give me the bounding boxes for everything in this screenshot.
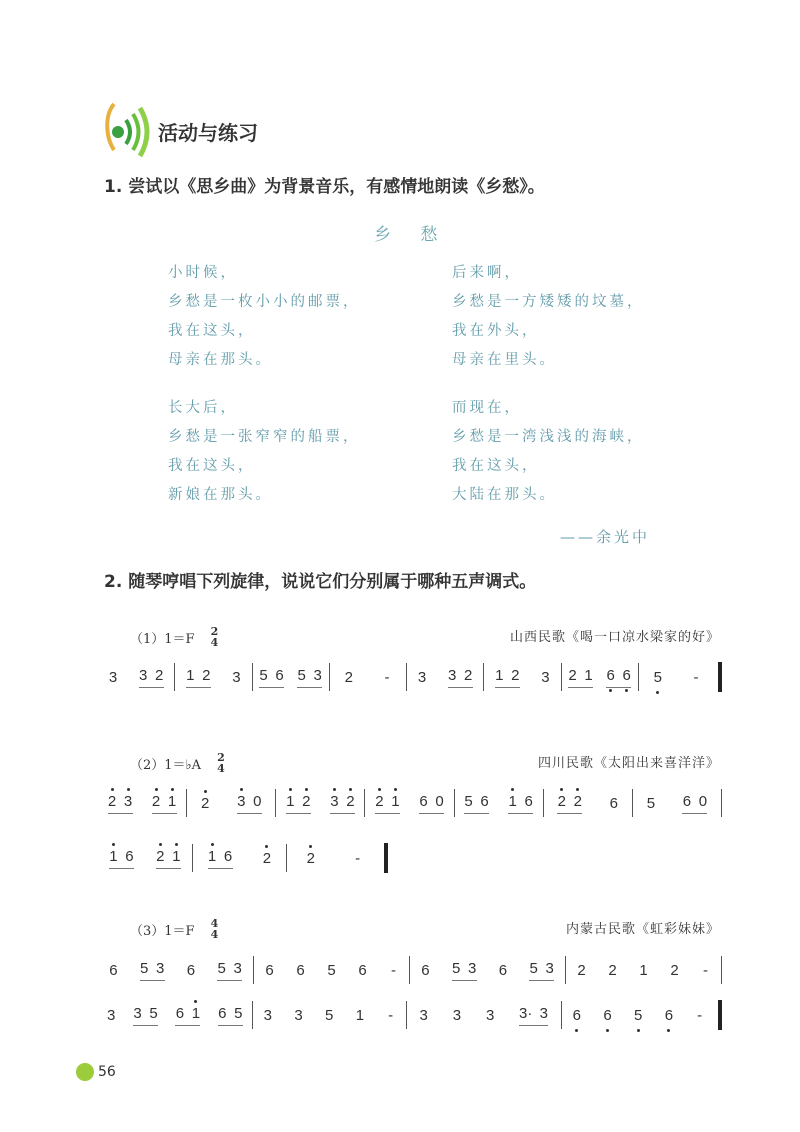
notation-line [98, 657, 722, 697]
note: 5 [634, 1006, 643, 1024]
note: 1 [191, 1004, 201, 1022]
notation-line [98, 950, 722, 990]
note: 3 [233, 959, 242, 977]
note: 1 [172, 847, 181, 865]
measure [98, 838, 192, 878]
note: 2 [557, 792, 566, 810]
measure [253, 995, 407, 1035]
poem-line: 我在这头， [168, 323, 256, 339]
beam-group [156, 848, 181, 869]
note: 3 [541, 668, 550, 686]
dash: - [384, 668, 390, 686]
measure [187, 783, 275, 823]
measure [330, 657, 406, 697]
barline [721, 956, 722, 984]
note: 1 [584, 666, 593, 684]
beam-group [529, 960, 554, 981]
note: 3 [448, 666, 457, 684]
key-signature: （1）1＝F [130, 631, 195, 647]
measure [175, 657, 251, 697]
note: 5 [139, 959, 149, 977]
beam-group [495, 667, 520, 688]
note: 2 [302, 792, 311, 810]
poem-title: 乡 愁 [374, 225, 450, 245]
note: 3 [123, 792, 133, 810]
note: 5 [217, 959, 226, 977]
measure [98, 783, 186, 823]
time-signature [211, 918, 219, 940]
note: 6 [421, 961, 430, 979]
time-bottom: 4 [217, 762, 225, 775]
note: 3 [419, 1006, 428, 1024]
note: 2 [346, 792, 355, 810]
poem-line: 后来啊， [452, 265, 522, 281]
note: 1 [207, 847, 217, 865]
poem-line: 母亲在那头。 [168, 352, 273, 368]
note: 6 [296, 961, 305, 979]
note: 6 [125, 847, 134, 865]
note: 2 [670, 961, 679, 979]
note: 2 [262, 849, 272, 867]
beam-group [682, 793, 707, 814]
measure [562, 995, 716, 1035]
note: 5 [646, 794, 656, 812]
note: 6 [265, 961, 274, 979]
note: 3 [545, 959, 554, 977]
beam-group [448, 667, 473, 688]
question-2: 2. 随琴哼唱下列旋律，说说它们分别属于哪种五声调式。 [104, 572, 537, 592]
beam-group [375, 793, 400, 814]
note: 3 [313, 666, 322, 684]
note: 6 [186, 961, 196, 979]
beam-group [140, 960, 165, 981]
beam-group [175, 1005, 200, 1026]
note: 3 [294, 1006, 303, 1024]
note: 3 [417, 668, 427, 686]
note: 2 [155, 666, 164, 684]
final-barline [384, 843, 388, 873]
beam-group [208, 848, 233, 869]
beam-group [286, 793, 311, 814]
time-top: 4 [210, 917, 219, 930]
time-signature [211, 626, 219, 648]
note: 3· [518, 1004, 533, 1022]
note: 0 [698, 792, 708, 810]
beam-group [452, 960, 477, 981]
note: 0 [435, 792, 444, 810]
note: 6 [109, 961, 118, 979]
measure [407, 657, 483, 697]
key-signature: （2）1＝♭A [130, 757, 202, 773]
measure [566, 950, 721, 990]
final-barline [718, 662, 722, 692]
dash: - [355, 849, 361, 867]
note: 2 [568, 666, 577, 684]
note: 5 [529, 959, 538, 977]
beam-group [606, 667, 631, 688]
beam-group [218, 1005, 243, 1026]
poem-stanza [452, 259, 645, 375]
beam-group [568, 667, 593, 688]
song-source: 四川民歌《太阳出来喜洋洋》 [537, 756, 720, 771]
beam-group [464, 793, 489, 814]
question-1: 1. 尝试以《思乡曲》为背景音乐，有感情地朗读《乡愁》。 [104, 177, 545, 197]
note: 6 [622, 666, 631, 684]
measure [407, 995, 561, 1035]
poem-stanza [452, 394, 645, 510]
time-signature [217, 752, 225, 774]
note: 6 [358, 961, 367, 979]
measure [98, 995, 252, 1035]
note: 3 [486, 1006, 495, 1024]
note: 6 [275, 666, 284, 684]
measure [639, 657, 715, 697]
measure [193, 838, 287, 878]
note: 6 [572, 1006, 582, 1024]
note: 1 [508, 792, 517, 810]
measure [562, 657, 638, 697]
note: 2 [151, 792, 161, 810]
note: 1 [391, 792, 400, 810]
song-header [130, 752, 225, 774]
note: 2 [306, 849, 315, 867]
note: 5 [259, 666, 268, 684]
poem-line: 乡愁是一张窄窄的船票， [168, 429, 361, 445]
note: 2 [511, 666, 520, 684]
note: 6 [419, 792, 428, 810]
note: 6 [218, 1004, 227, 1022]
poem-stanza [168, 394, 361, 510]
measure [98, 950, 253, 990]
measure [365, 783, 453, 823]
song-source: 内蒙古民歌《虹彩妹妹》 [565, 922, 720, 937]
note: 3 [452, 1006, 462, 1024]
note: 5 [234, 1004, 243, 1022]
measure [253, 657, 329, 697]
key-signature: （3）1＝F [130, 923, 195, 939]
note: 6 [603, 1006, 612, 1024]
note: 2 [573, 792, 582, 810]
note: 1 [286, 792, 295, 810]
note: 1 [109, 847, 118, 865]
poem-line: 长大后， [168, 400, 238, 416]
beam-group [519, 1005, 548, 1026]
poem-line: 母亲在里头。 [452, 352, 557, 368]
measure [254, 950, 409, 990]
note: 3 [330, 792, 339, 810]
note: 5 [464, 792, 473, 810]
note: 0 [253, 792, 262, 810]
beam-group [237, 793, 262, 814]
barline [721, 789, 722, 817]
song-source: 山西民歌《喝一口凉水梁家的好》 [509, 630, 720, 645]
note: 5 [149, 1004, 158, 1022]
note: 2 [577, 961, 586, 979]
note: 3 [232, 668, 241, 686]
time-bottom: 4 [210, 928, 219, 941]
note: 2 [375, 792, 384, 810]
song-header [130, 626, 218, 648]
note: 5 [327, 961, 336, 979]
poem-line: 我在这头， [452, 458, 540, 474]
beam-group [108, 793, 133, 814]
measure [276, 783, 364, 823]
poem-line: 乡愁是一湾浅浅的海峡， [452, 429, 645, 445]
beam-group [109, 848, 134, 869]
time-top: 2 [217, 751, 225, 764]
measure [484, 657, 560, 697]
beam-group [152, 793, 177, 814]
note: 1 [355, 1006, 365, 1024]
section-title: 活动与练习 [158, 121, 258, 145]
page-number [76, 1063, 116, 1081]
note: 6 [223, 847, 233, 865]
dash: - [697, 1006, 703, 1024]
music-note-logo-icon [100, 98, 156, 158]
measure [633, 783, 721, 823]
dash: - [391, 961, 396, 979]
measure [410, 950, 565, 990]
note: 1 [495, 666, 504, 684]
note: 2 [201, 794, 210, 812]
final-barline [718, 1000, 722, 1030]
note: 3 [108, 668, 118, 686]
measure [287, 838, 381, 878]
note: 2 [202, 666, 211, 684]
poem-stanza [168, 259, 361, 375]
note: 3 [539, 1004, 548, 1022]
beam-group [297, 667, 322, 688]
poem-line: 新娘在那头。 [168, 487, 273, 503]
dash: - [693, 668, 699, 686]
note: 6 [664, 1006, 674, 1024]
note: 2 [608, 961, 617, 979]
note: 6 [498, 961, 508, 979]
poem-line: 乡愁是一枚小小的邮票， [168, 294, 361, 310]
note: 3 [237, 792, 246, 810]
note: 6 [682, 792, 692, 810]
beam-group [133, 1005, 158, 1026]
poem-line: 小时候， [168, 265, 238, 281]
poem-author: ——余光中 [560, 528, 651, 546]
note: 6 [609, 794, 618, 812]
note: 5 [451, 959, 461, 977]
note: 1 [639, 961, 648, 979]
beam-group [557, 793, 582, 814]
beam-group [139, 667, 164, 688]
note: 3 [133, 1004, 142, 1022]
note: 5 [297, 666, 306, 684]
beam-group [186, 667, 211, 688]
dash: - [703, 961, 708, 979]
note: 1 [167, 792, 177, 810]
note: 1 [186, 666, 195, 684]
note: 3 [263, 1006, 273, 1024]
notation-line [98, 838, 388, 878]
notation-line [98, 783, 722, 823]
poem-line: 大陆在那头。 [452, 487, 557, 503]
poem-line: 我在外头， [452, 323, 540, 339]
beam-group [508, 793, 533, 814]
poem-line: 乡愁是一方矮矮的坟墓， [452, 294, 645, 310]
note: 2 [107, 792, 117, 810]
dash: - [388, 1006, 394, 1024]
note: 6 [480, 792, 489, 810]
note: 6 [606, 666, 615, 684]
note: 2 [156, 847, 165, 865]
page-number-text: 56 [98, 1064, 116, 1080]
time-top: 2 [210, 625, 219, 638]
song-header [130, 918, 218, 940]
page-badge-icon [76, 1063, 94, 1081]
beam-group [330, 793, 355, 814]
poem-line: 而现在， [452, 400, 522, 416]
beam-group [217, 960, 242, 981]
beam-group [419, 793, 444, 814]
measure [544, 783, 632, 823]
beam-group [259, 667, 284, 688]
time-bottom: 4 [210, 636, 219, 649]
note: 3 [155, 959, 165, 977]
note: 6 [175, 1004, 185, 1022]
note: 5 [325, 1006, 334, 1024]
note: 2 [344, 668, 353, 686]
note: 2 [464, 666, 473, 684]
note: 3 [107, 1006, 116, 1024]
note: 5 [653, 668, 662, 686]
note: 3 [467, 959, 477, 977]
notation-line [98, 995, 722, 1035]
measure [455, 783, 543, 823]
poem-line: 我在这头， [168, 458, 256, 474]
note: 3 [139, 666, 148, 684]
measure [98, 657, 174, 697]
note: 6 [524, 792, 533, 810]
